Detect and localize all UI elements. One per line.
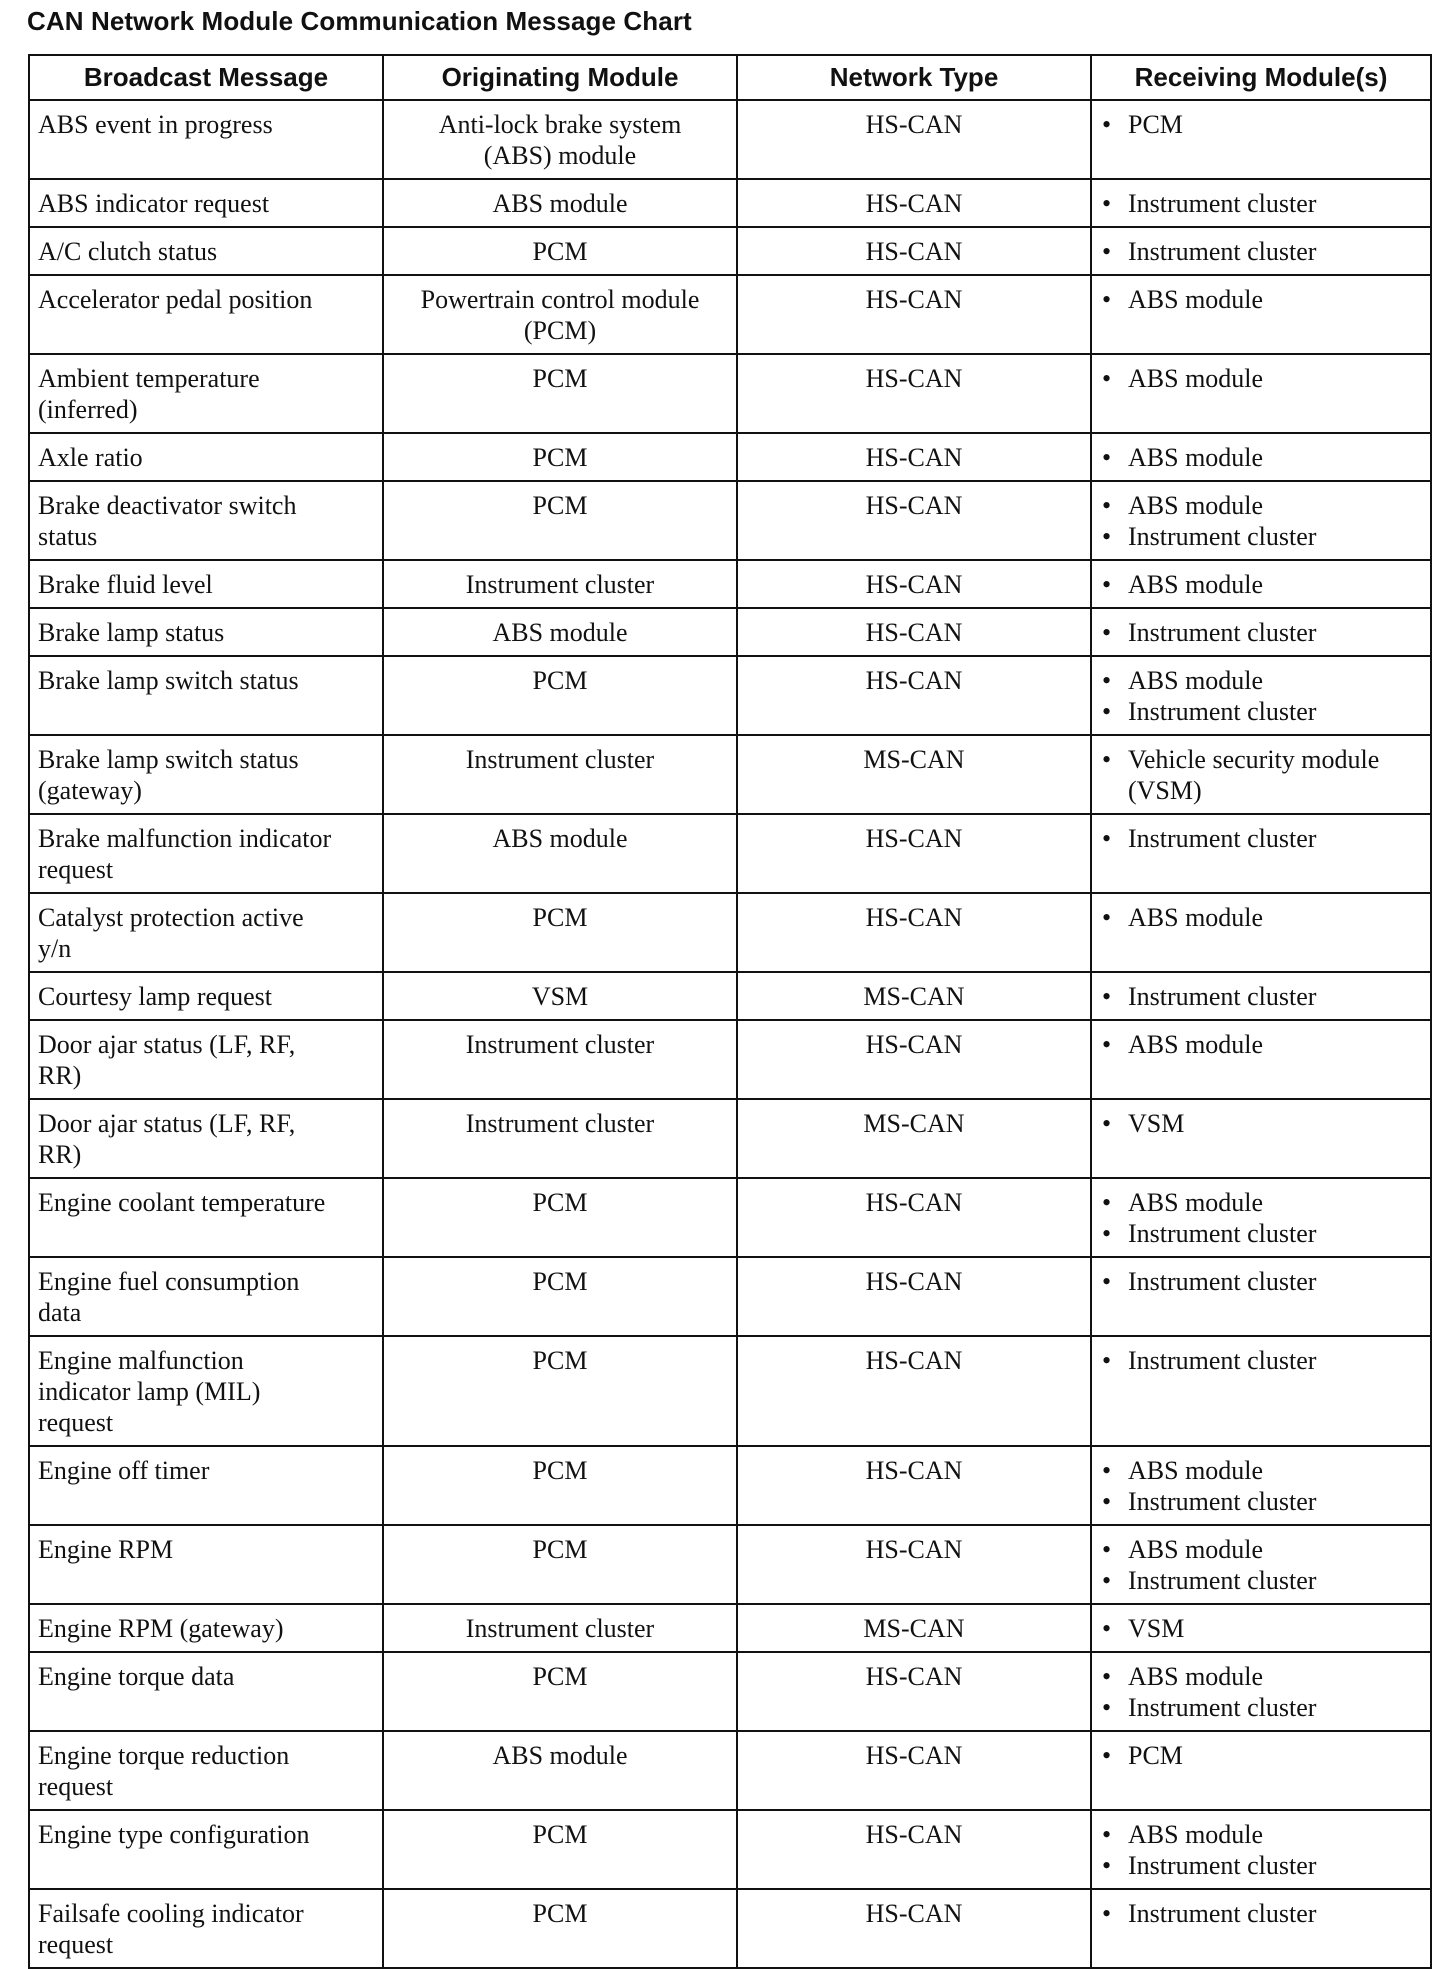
receiving-modules-cell [1091,275,1431,354]
table-row [29,656,1431,735]
receiving-modules-list [1100,236,1422,267]
originating-module-cell: PCM [383,656,737,735]
receiving-module-item: • Instrument cluster [1100,188,1422,219]
receiving-modules-list [1100,284,1422,315]
originating-module-cell: PCM [383,1652,737,1731]
broadcast-message-cell: Brake lamp status [29,608,383,656]
receiving-modules-cell [1091,1020,1431,1099]
receiving-module-item: • Instrument cluster [1100,617,1422,648]
broadcast-message-cell: Brake lamp switch status [29,656,383,735]
receiving-modules-cell [1091,1099,1431,1178]
network-type-cell: MS-CAN [737,735,1091,814]
network-type-cell: HS-CAN [737,1731,1091,1810]
network-type-cell: HS-CAN [737,1652,1091,1731]
table-header-row [29,55,1431,100]
receiving-module-item: • Instrument cluster [1100,1692,1422,1723]
broadcast-message-cell: Engine coolant temperature [29,1178,383,1257]
originating-module-cell: VSM [383,972,737,1020]
broadcast-message-cell: Engine RPM [29,1525,383,1604]
receiving-modules-list [1100,1534,1422,1596]
table-row [29,1178,1431,1257]
table-body [29,100,1431,1968]
originating-module-cell: PCM [383,893,737,972]
receiving-module-item: • Instrument cluster [1100,1850,1422,1881]
table-row [29,179,1431,227]
network-type-cell: HS-CAN [737,560,1091,608]
receiving-module-item: • ABS module [1100,1029,1422,1060]
network-type-cell: HS-CAN [737,656,1091,735]
receiving-modules-list [1100,1455,1422,1517]
table-row [29,1099,1431,1178]
table-row [29,1731,1431,1810]
network-type-cell: HS-CAN [737,1525,1091,1604]
table-row [29,735,1431,814]
header-broadcast-message: Broadcast Message [29,55,383,100]
network-type-cell: HS-CAN [737,1336,1091,1446]
broadcast-message-cell: ABS indicator request [29,179,383,227]
receiving-modules-cell [1091,608,1431,656]
broadcast-message-cell: Engine type configuration [29,1810,383,1889]
receiving-modules-cell [1091,1889,1431,1968]
broadcast-message-cell: Brake lamp switch status (gateway) [29,735,383,814]
broadcast-message-cell: Brake fluid level [29,560,383,608]
receiving-module-item: • PCM [1100,1740,1422,1771]
originating-module-cell: PCM [383,354,737,433]
receiving-modules-cell [1091,1731,1431,1810]
receiving-module-item: • Instrument cluster [1100,1266,1422,1297]
broadcast-message-cell: A/C clutch status [29,227,383,275]
broadcast-message-cell: Engine malfunction indicator lamp (MIL) request [29,1336,383,1446]
receiving-modules-list [1100,1740,1422,1771]
receiving-module-item: • ABS module [1100,284,1422,315]
receiving-modules-list [1100,1613,1422,1644]
receiving-modules-cell [1091,972,1431,1020]
receiving-modules-list [1100,617,1422,648]
receiving-module-item: • Instrument cluster [1100,823,1422,854]
receiving-modules-list [1100,1898,1422,1929]
receiving-module-item: • Instrument cluster [1100,696,1422,727]
receiving-modules-cell [1091,656,1431,735]
receiving-modules-cell [1091,1810,1431,1889]
receiving-modules-cell [1091,227,1431,275]
originating-module-cell: Instrument cluster [383,1099,737,1178]
network-type-cell: HS-CAN [737,433,1091,481]
originating-module-cell: ABS module [383,1731,737,1810]
table-row [29,227,1431,275]
receiving-modules-list [1100,1029,1422,1060]
receiving-modules-cell [1091,100,1431,179]
receiving-modules-cell [1091,179,1431,227]
receiving-modules-cell [1091,735,1431,814]
network-type-cell: HS-CAN [737,179,1091,227]
broadcast-message-cell: Brake malfunction indicator request [29,814,383,893]
receiving-modules-list [1100,1266,1422,1297]
receiving-modules-list [1100,665,1422,727]
receiving-module-item: • VSM [1100,1613,1422,1644]
table-row [29,1652,1431,1731]
message-chart-table [28,54,1432,1969]
broadcast-message-cell: Door ajar status (LF, RF, RR) [29,1099,383,1178]
receiving-modules-cell [1091,560,1431,608]
receiving-modules-cell [1091,1257,1431,1336]
originating-module-cell: PCM [383,227,737,275]
table-row [29,1810,1431,1889]
receiving-modules-cell [1091,1178,1431,1257]
originating-module-cell: PCM [383,1336,737,1446]
table-row [29,608,1431,656]
receiving-modules-cell [1091,1652,1431,1731]
table-row [29,354,1431,433]
header-receiving-modules: Receiving Module(s) [1091,55,1431,100]
network-type-cell: HS-CAN [737,100,1091,179]
originating-module-cell: Instrument cluster [383,1604,737,1652]
receiving-modules-cell [1091,354,1431,433]
network-type-cell: HS-CAN [737,227,1091,275]
originating-module-cell: PCM [383,481,737,560]
originating-module-cell: PCM [383,1889,737,1968]
receiving-module-item: • VSM [1100,1108,1422,1139]
broadcast-message-cell: Engine RPM (gateway) [29,1604,383,1652]
broadcast-message-cell: Accelerator pedal position [29,275,383,354]
receiving-module-item: • Instrument cluster [1100,1898,1422,1929]
receiving-module-item: • PCM [1100,109,1422,140]
table-row [29,560,1431,608]
table-row [29,1446,1431,1525]
table-row [29,1020,1431,1099]
page-title: CAN Network Module Communication Message Chart [27,6,692,36]
receiving-module-item: • Instrument cluster [1100,981,1422,1012]
receiving-modules-list [1100,109,1422,140]
originating-module-cell: PCM [383,1257,737,1336]
broadcast-message-cell: Door ajar status (LF, RF, RR) [29,1020,383,1099]
receiving-module-item: • ABS module [1100,665,1422,696]
originating-module-cell: PCM [383,1810,737,1889]
receiving-modules-list [1100,442,1422,473]
receiving-modules-cell [1091,893,1431,972]
originating-module-cell: ABS module [383,179,737,227]
network-type-cell: MS-CAN [737,1604,1091,1652]
network-type-cell: MS-CAN [737,1099,1091,1178]
broadcast-message-cell: Engine torque reduction request [29,1731,383,1810]
originating-module-cell: Anti-lock brake system (ABS) module [383,100,737,179]
network-type-cell: HS-CAN [737,1889,1091,1968]
receiving-modules-list [1100,569,1422,600]
table-row [29,100,1431,179]
originating-module-cell: PCM [383,1525,737,1604]
broadcast-message-cell: Failsafe cooling indicator request [29,1889,383,1968]
network-type-cell: HS-CAN [737,608,1091,656]
receiving-module-item: • ABS module [1100,363,1422,394]
broadcast-message-cell: Brake deactivator switch status [29,481,383,560]
receiving-module-item: • Instrument cluster [1100,1486,1422,1517]
receiving-module-item: • ABS module [1100,442,1422,473]
receiving-modules-cell [1091,1604,1431,1652]
receiving-modules-list [1100,1661,1422,1723]
receiving-modules-cell [1091,1446,1431,1525]
network-type-cell: HS-CAN [737,1020,1091,1099]
broadcast-message-cell: Engine off timer [29,1446,383,1525]
table-row [29,1257,1431,1336]
receiving-module-item: • ABS module [1100,1661,1422,1692]
receiving-modules-cell [1091,433,1431,481]
receiving-module-item: • ABS module [1100,1534,1422,1565]
receiving-module-item: • Vehicle security module (VSM) [1100,744,1422,806]
table-row [29,1889,1431,1968]
receiving-modules-list [1100,188,1422,219]
receiving-modules-list [1100,490,1422,552]
receiving-module-item: • ABS module [1100,1187,1422,1218]
network-type-cell: HS-CAN [737,1257,1091,1336]
table-row [29,275,1431,354]
network-type-cell: HS-CAN [737,1446,1091,1525]
receiving-modules-list [1100,363,1422,394]
receiving-module-item: • ABS module [1100,490,1422,521]
receiving-module-item: • ABS module [1100,1819,1422,1850]
receiving-module-item: • Instrument cluster [1100,521,1422,552]
originating-module-cell: Powertrain control module (PCM) [383,275,737,354]
table-row [29,1525,1431,1604]
network-type-cell: HS-CAN [737,481,1091,560]
receiving-modules-list [1100,1345,1422,1376]
originating-module-cell: PCM [383,1178,737,1257]
receiving-modules-list [1100,902,1422,933]
receiving-module-item: • Instrument cluster [1100,1345,1422,1376]
network-type-cell: HS-CAN [737,1178,1091,1257]
network-type-cell: HS-CAN [737,1810,1091,1889]
originating-module-cell: Instrument cluster [383,560,737,608]
receiving-modules-list [1100,744,1422,806]
receiving-module-item: • ABS module [1100,569,1422,600]
broadcast-message-cell: ABS event in progress [29,100,383,179]
receiving-modules-cell [1091,481,1431,560]
broadcast-message-cell: Ambient temperature (inferred) [29,354,383,433]
originating-module-cell: PCM [383,433,737,481]
table-row [29,814,1431,893]
header-network-type: Network Type [737,55,1091,100]
network-type-cell: HS-CAN [737,893,1091,972]
receiving-modules-cell [1091,1525,1431,1604]
table-row [29,1336,1431,1446]
header-originating-module: Originating Module [383,55,737,100]
broadcast-message-cell: Axle ratio [29,433,383,481]
originating-module-cell: Instrument cluster [383,1020,737,1099]
broadcast-message-cell: Courtesy lamp request [29,972,383,1020]
table-row [29,893,1431,972]
table-row [29,1604,1431,1652]
network-type-cell: MS-CAN [737,972,1091,1020]
receiving-module-item: • ABS module [1100,902,1422,933]
broadcast-message-cell: Catalyst protection active y/n [29,893,383,972]
table-row [29,433,1431,481]
receiving-modules-list [1100,1819,1422,1881]
receiving-modules-cell [1091,1336,1431,1446]
originating-module-cell: PCM [383,1446,737,1525]
receiving-module-item: • ABS module [1100,1455,1422,1486]
network-type-cell: HS-CAN [737,275,1091,354]
table-row [29,972,1431,1020]
originating-module-cell: ABS module [383,608,737,656]
receiving-modules-list [1100,823,1422,854]
network-type-cell: HS-CAN [737,354,1091,433]
receiving-module-item: • Instrument cluster [1100,1565,1422,1596]
receiving-module-item: • Instrument cluster [1100,1218,1422,1249]
broadcast-message-cell: Engine torque data [29,1652,383,1731]
originating-module-cell: ABS module [383,814,737,893]
originating-module-cell: Instrument cluster [383,735,737,814]
receiving-modules-list [1100,1108,1422,1139]
table-row [29,481,1431,560]
receiving-modules-cell [1091,814,1431,893]
broadcast-message-cell: Engine fuel consumption data [29,1257,383,1336]
receiving-modules-list [1100,981,1422,1012]
receiving-module-item: • Instrument cluster [1100,236,1422,267]
network-type-cell: HS-CAN [737,814,1091,893]
receiving-modules-list [1100,1187,1422,1249]
